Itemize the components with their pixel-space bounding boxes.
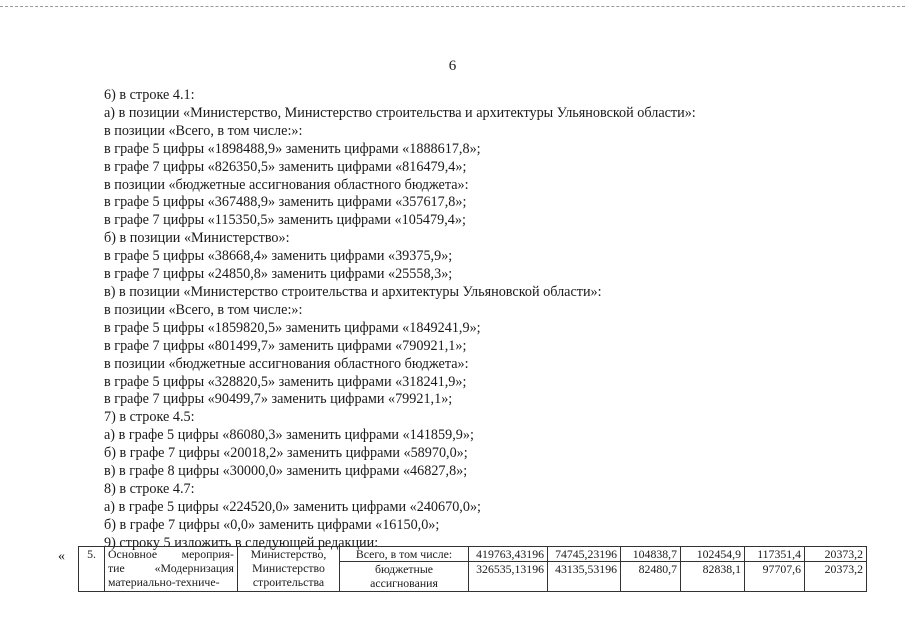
text-line: в графе 5 цифры «367488,9» заменить цифрами «357617,8»;: [104, 194, 467, 211]
value-cell: 102454,9: [681, 547, 745, 562]
responsible-line: Министерство,: [250, 547, 327, 561]
value-cell: 20373,2: [805, 562, 867, 592]
text-line: б) в графе 7 цифры «20018,2» заменить цифрами «58970,0»;: [104, 445, 468, 462]
program-table: [78, 546, 867, 592]
text-line: 8) в строке 4.7:: [104, 480, 195, 497]
text-line: а) в графе 5 цифры «86080,3» заменить цифрами «141859,9»;: [104, 427, 474, 444]
table-row: [79, 547, 867, 562]
text-line: в) в графе 8 цифры «30000,0» заменить цифрами «46827,8»;: [104, 463, 468, 480]
responsible-line: Министерство: [252, 561, 325, 575]
value-cell: 74745,23196: [548, 547, 621, 562]
text-line: б) в графе 7 цифры «0,0» заменить цифрами «16150,0»;: [104, 516, 440, 533]
row-number-cell: 5.: [79, 547, 105, 592]
funding-source-cell: [340, 562, 469, 592]
text-line: в) в позиции «Министерство строительства и архитектуры Ульяновской области»:: [104, 283, 602, 300]
activity-name-line: Основное мероприя-: [108, 547, 234, 561]
text-line: в графе 7 цифры «115350,5» заменить цифрами «105479,4»;: [104, 212, 466, 229]
text-line: в графе 5 цифры «328820,5» заменить цифрами «318241,9»;: [104, 373, 467, 390]
text-line: в графе 7 цифры «24850,8» заменить цифрами «25558,3»;: [104, 266, 453, 283]
activity-name-line: материально-техниче-: [108, 575, 220, 589]
text-line: 7) в строке 4.5:: [104, 409, 195, 426]
text-line: в графе 7 цифры «90499,7» заменить цифрами «79921,1»;: [104, 391, 453, 408]
activity-name-cell: [105, 547, 238, 592]
responsible-line: строительства: [252, 575, 325, 589]
funding-source-cell: Всего, в том числе:: [340, 547, 469, 562]
text-line: 6) в строке 4.1:: [104, 87, 195, 103]
funding-source-line: бюджетные: [374, 562, 434, 577]
text-line: в позиции «бюджетные ассигнования областного бюджета»:: [104, 355, 469, 372]
text-line: в позиции «Всего, в том числе:»:: [104, 122, 303, 139]
value-cell: 43135,53196: [548, 562, 621, 592]
text-line: 9) строку 5 изложить в следующей редакции:: [104, 534, 379, 551]
text-line: в позиции «Всего, в том числе:»:: [104, 301, 303, 318]
value-cell: 104838,7: [621, 547, 681, 562]
text-line: б) в позиции «Министерство»:: [104, 230, 290, 247]
text-line: в графе 5 цифры «1859820,5» заменить цифрами «1849241,9»;: [104, 319, 481, 336]
text-line: а) в позиции «Министерство, Министерство строительства и архитектуры Ульяновской области»:: [104, 104, 696, 121]
value-cell: 82480,7: [621, 562, 681, 592]
responsible-cell: [238, 547, 340, 592]
value-cell: 82838,1: [681, 562, 745, 592]
text-line: в графе 7 цифры «801499,7» заменить цифрами «790921,1»;: [104, 337, 467, 354]
text-line: в графе 5 цифры «38668,4» заменить цифрами «39375,9»;: [104, 248, 453, 265]
text-line: а) в графе 5 цифры «224520,0» заменить цифрами «240670,0»;: [104, 498, 481, 515]
page-number: 6: [448, 58, 457, 74]
activity-name-line: тие «Модернизация: [108, 561, 234, 575]
text-line: в позиции «бюджетные ассигнования областного бюджета»:: [104, 176, 469, 193]
opening-quote-mark: «: [58, 549, 65, 564]
value-cell: 20373,2: [805, 547, 867, 562]
document-body: [104, 87, 884, 553]
value-cell: 117351,4: [745, 547, 805, 562]
funding-source-line: ассигнования: [370, 576, 438, 591]
value-cell: 97707,6: [745, 562, 805, 592]
text-line: в графе 5 цифры «1898488,9» заменить цифрами «1888617,8»;: [104, 140, 481, 157]
text-line: в графе 7 цифры «826350,5» заменить цифрами «816479,4»;: [104, 158, 467, 175]
value-cell: 326535,13196: [469, 562, 548, 592]
value-cell: 419763,43196: [469, 547, 548, 562]
top-dashed-rule: [0, 6, 905, 7]
